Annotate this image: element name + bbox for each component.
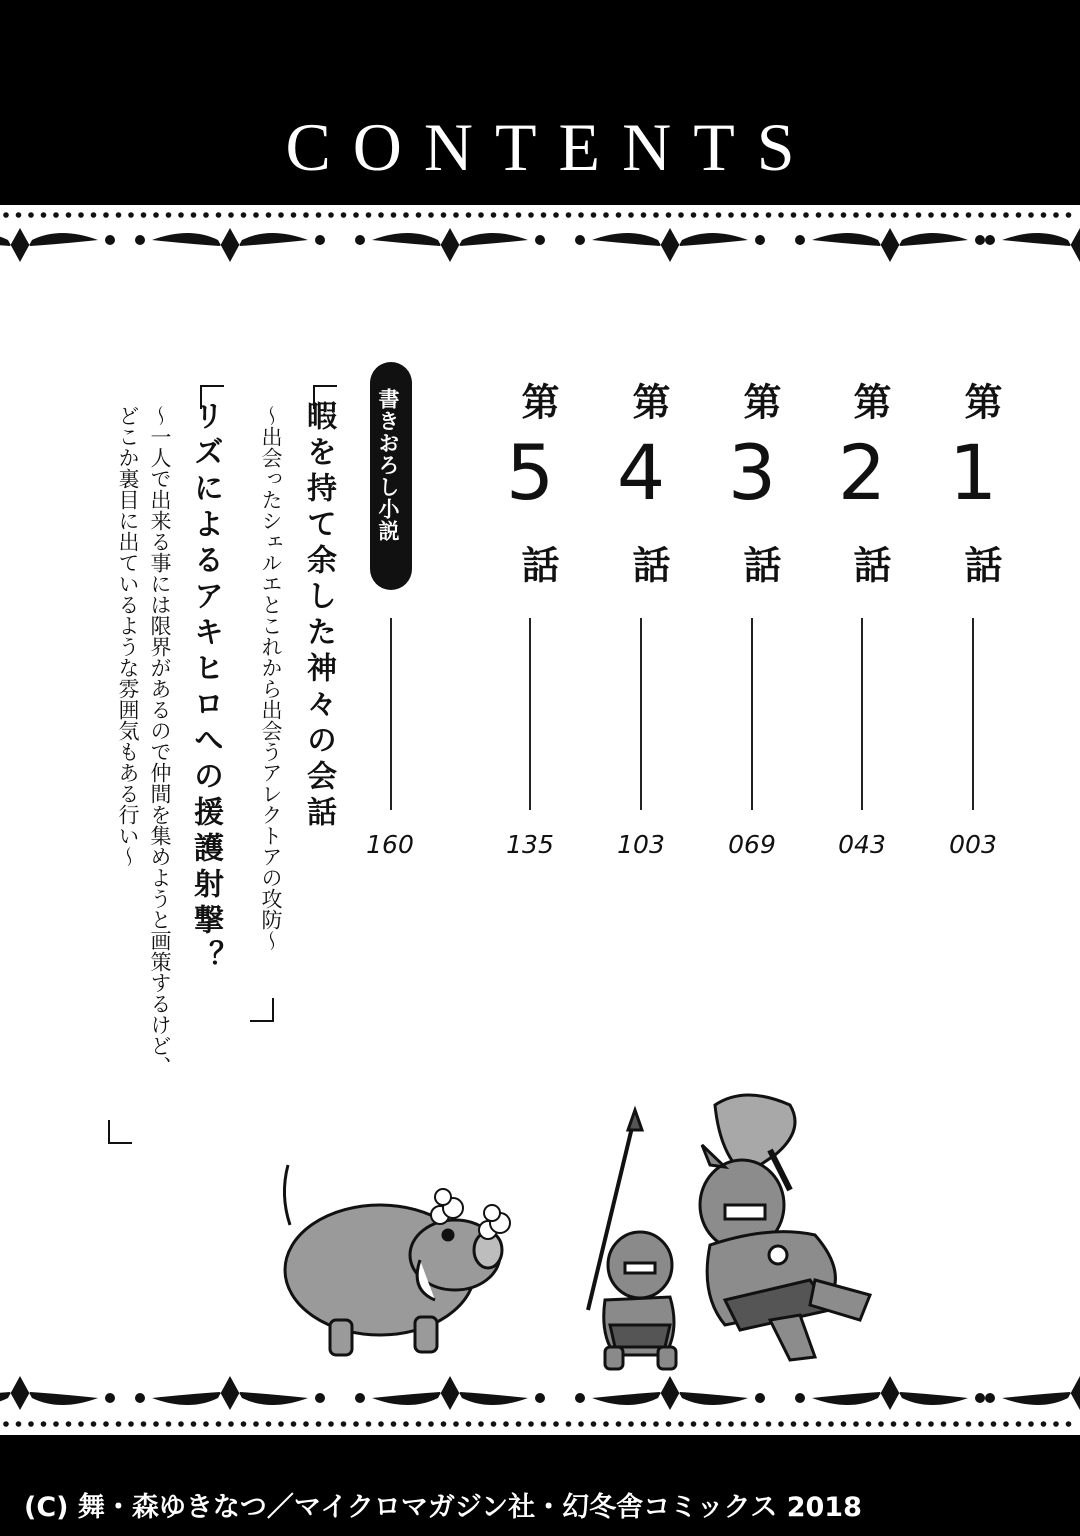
bonus-page-number: 160	[366, 830, 414, 859]
episode-1-page-number: 003	[949, 830, 997, 859]
goblin-small-figure	[588, 1110, 676, 1369]
copyright-notice: (C) 舞・森ゆきなつ／マイクロマガジン社・幻冬舎コミックス 2018	[24, 1492, 862, 1523]
episode-3-suffix: 話	[737, 545, 781, 583]
story2-bracket-close	[108, 1120, 132, 1144]
ornament-border-bottom	[0, 1360, 1080, 1435]
episode-5-suffix: 話	[515, 545, 559, 583]
episode-4-number: 4	[616, 428, 666, 517]
episode-2-prefix: 第	[847, 382, 891, 420]
boar-figure	[284, 1165, 502, 1355]
episode-3-page-number: 069	[728, 830, 776, 859]
episode-2-leader-line	[861, 618, 863, 810]
story2-subtitle-line1: ～一人で出来る事には限界があるので仲間を集めようと画策するけど、	[148, 405, 172, 1077]
page-title: CONTENTS	[285, 109, 817, 185]
monster-illustration	[270, 1085, 890, 1375]
episode-1-leader-line	[972, 618, 974, 810]
episode-1-number: 1	[948, 428, 998, 517]
episode-5-number: 5	[505, 428, 555, 517]
episode-5-leader-line	[529, 618, 531, 810]
episode-2-page-number: 043	[838, 830, 886, 859]
story1-subtitle: ～出会ったシェルエとこれから出会うアレクトアの攻防～	[259, 405, 283, 951]
episode-1-suffix: 話	[958, 545, 1002, 583]
episode-2-suffix: 話	[847, 545, 891, 583]
episode-3-number: 3	[727, 428, 777, 517]
orc-figure	[700, 1095, 870, 1360]
episode-4-page-number: 103	[617, 830, 665, 859]
episode-5-page-number: 135	[506, 830, 554, 859]
bonus-leader-line	[390, 618, 392, 810]
episode-4-suffix: 話	[626, 545, 670, 583]
episode-2-number: 2	[837, 428, 887, 517]
episode-4-leader-line	[640, 618, 642, 810]
episode-3-prefix: 第	[737, 382, 781, 420]
story1-title: 暇を持て余した神々の会話	[301, 400, 336, 832]
episode-5-prefix: 第	[515, 382, 559, 420]
story2-title: リズによるアキヒロへの援護射撃？	[188, 400, 223, 976]
story2-subtitle-line2: どこか裏目に出ているような雰囲気もある行い～	[116, 405, 140, 867]
story1-bracket-close	[250, 998, 274, 1022]
episode-3-leader-line	[751, 618, 753, 810]
bonus-badge-label: 書きおろし小説	[376, 388, 400, 542]
episode-4-prefix: 第	[626, 382, 670, 420]
episode-1-prefix: 第	[958, 382, 1002, 420]
ornament-border-top	[0, 205, 1080, 285]
